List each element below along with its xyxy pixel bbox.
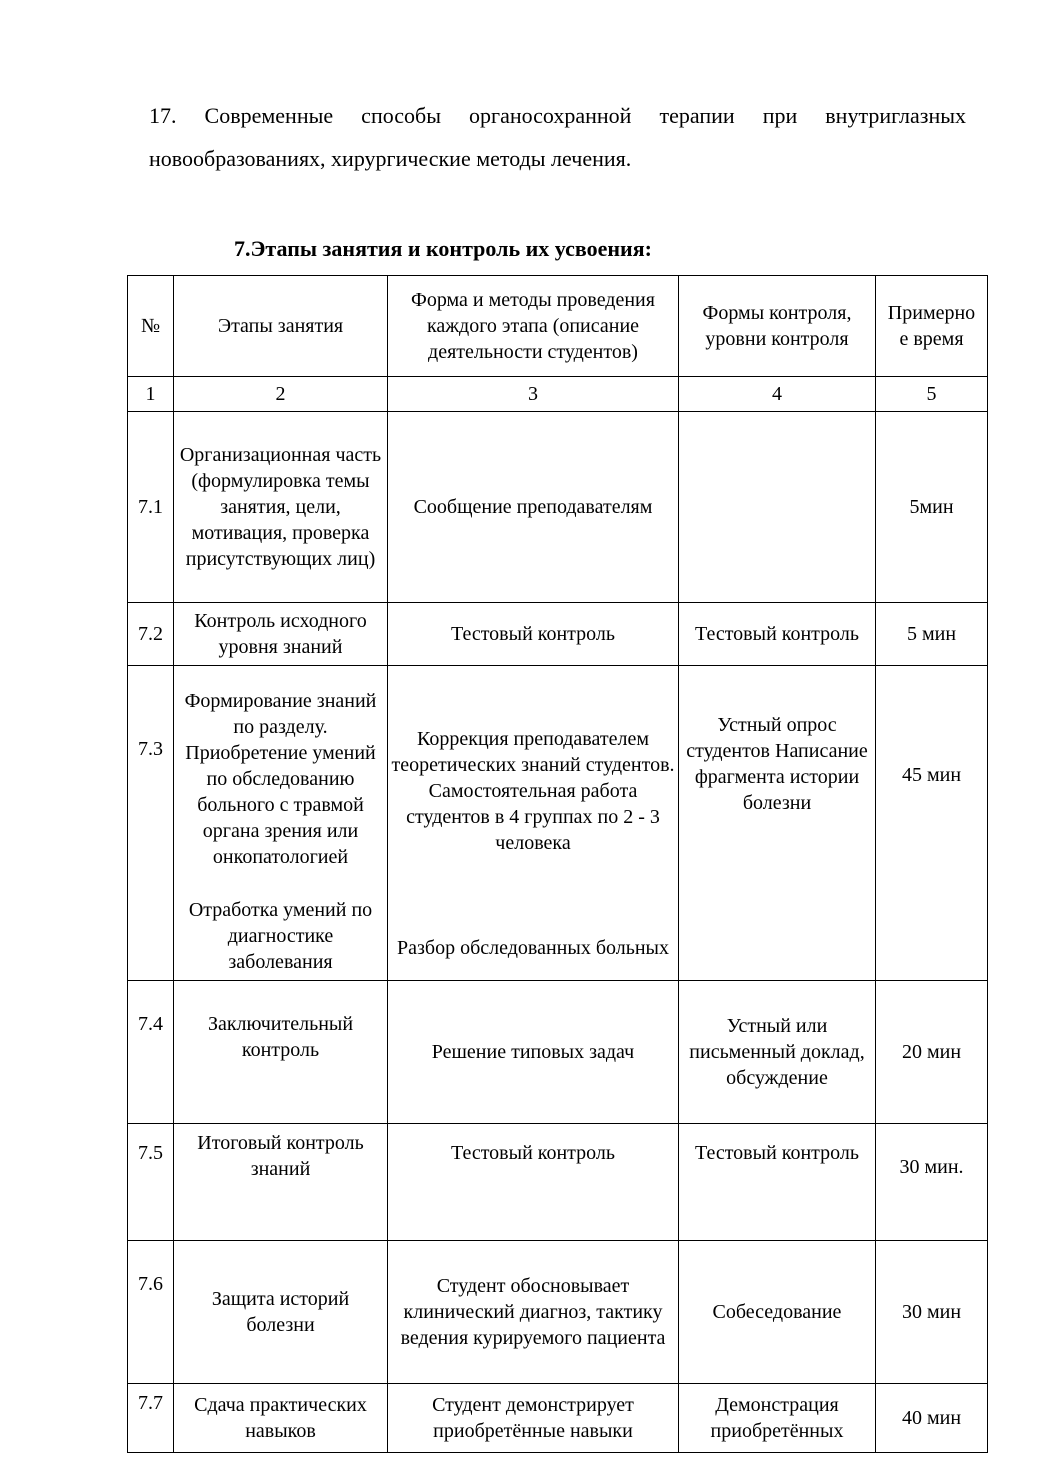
stages-table (127, 275, 988, 1453)
row-control (679, 412, 876, 603)
row-stage: Контроль исходного уровня знаний (174, 603, 388, 666)
intro-line-1: 17. Современные способы органосохранной терапии при внутриглазных (149, 103, 966, 128)
row-control: Тестовый контроль (679, 1124, 876, 1241)
row-control: Демонстрация приобретённых (679, 1384, 876, 1453)
row-control: Устный опрос студентов Написание фрагмента истории болезни (679, 666, 876, 981)
header-time: Примерно е время (876, 276, 988, 377)
intro-paragraph (149, 94, 966, 180)
column-number: 4 (679, 377, 876, 412)
row-stage: Итоговый контроль знаний (174, 1124, 388, 1241)
header-stage: Этапы занятия (174, 276, 388, 377)
header-number: № (128, 276, 174, 377)
row-time: 30 мин (876, 1241, 988, 1384)
section-title: 7.Этапы занятия и контроль их усвоения: (234, 236, 652, 261)
row-time: 30 мин. (876, 1124, 988, 1241)
row-number: 7.3 (128, 666, 174, 981)
row-stage: Формирование знаний по разделу. Приобретение умений по обследованию больного с травмой органа зрения или онкопатологией (174, 666, 388, 892)
row-method: Студент демонстрирует приобретённые навыки (388, 1384, 679, 1453)
row-stage: Сдача практических навыков (174, 1384, 388, 1453)
column-number: 1 (128, 377, 174, 412)
column-numbers-row (128, 377, 988, 412)
table-header-row (128, 276, 988, 377)
header-method: Форма и методы проведения каждого этапа (описание деятельности студентов) (388, 276, 679, 377)
column-number: 3 (388, 377, 679, 412)
row-method: Тестовый контроль (388, 603, 679, 666)
row-control: Собеседование (679, 1241, 876, 1384)
row-time: 20 мин (876, 981, 988, 1124)
row-number: 7.5 (128, 1124, 174, 1241)
table-row (128, 412, 988, 603)
row-number: 7.2 (128, 603, 174, 666)
row-number: 7.4 (128, 981, 174, 1124)
row-stage: Заключительный контроль (174, 981, 388, 1124)
row-number: 7.7 (128, 1384, 174, 1453)
row-method (388, 666, 679, 892)
table-row (128, 1124, 988, 1241)
intro-line-2: новообразованиях, хирургические методы лечения. (149, 146, 632, 171)
row-stage: Организационная часть (формулировка темы занятия, цели, мотивация, проверка присутствующих лиц) (174, 412, 388, 603)
table-row (128, 666, 988, 892)
row-method-secondary (388, 891, 679, 980)
row-method-text: Коррекция преподавателем теоретических знаний студентов. Самостоятельная работа студентов в 4 группах по 2 - 3 человека (391, 727, 675, 854)
table-row (128, 1241, 988, 1384)
row-time: 40 мин (876, 1384, 988, 1453)
row-time: 5 мин (876, 603, 988, 666)
row-method: Тестовый контроль (388, 1124, 679, 1241)
row-method: Решение типовых задач (388, 981, 679, 1124)
table-row (128, 1384, 988, 1453)
column-number: 5 (876, 377, 988, 412)
column-number: 2 (174, 377, 388, 412)
table-row (128, 981, 988, 1124)
row-number: 7.6 (128, 1241, 174, 1384)
row-method-secondary-text: Разбор обследованных больных (397, 936, 669, 959)
row-time: 5мин (876, 412, 988, 603)
row-stage: Защита историй болезни (174, 1241, 388, 1384)
row-control: Устный или письменный доклад, обсуждение (679, 981, 876, 1124)
table-row (128, 603, 988, 666)
row-method: Студент обосновывает клинический диагноз, тактику ведения курируемого пациента (388, 1241, 679, 1384)
row-method: Сообщение преподавателям (388, 412, 679, 603)
row-time: 45 мин (876, 666, 988, 981)
header-control: Формы контроля, уровни контроля (679, 276, 876, 377)
row-control: Тестовый контроль (679, 603, 876, 666)
row-number: 7.1 (128, 412, 174, 603)
row-stage-secondary: Отработка умений по диагностике заболевания (174, 891, 388, 980)
